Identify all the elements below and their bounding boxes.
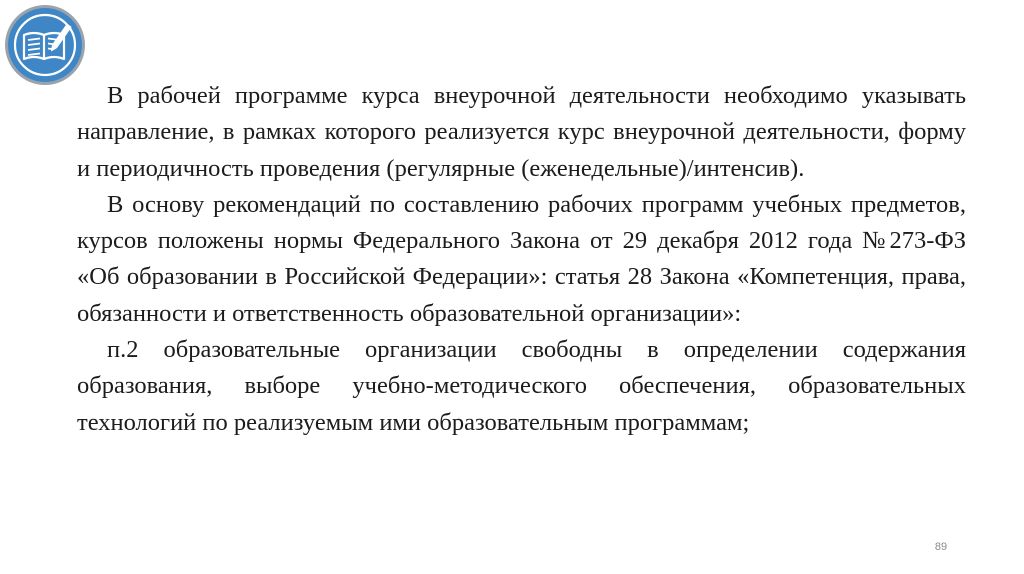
paragraph-item-2-freedom: п.2 образовательные организации свободны в определении содержания образования, выборе учебно-методического обеспечения, образовательных технологий по реализуемым ими образовательным программам; [77,336,966,436]
paragraph-federal-law-basis: В основу рекомендаций по составлению рабочих программ учебных предметов, курсов положены нормы Федерального Закона от 29 декабря 2012 года №273-ФЗ «Об образовании в Российской Федерации»: статья 28 Закона «Компетенция, права, обязанности и ответственность образовательной организации»: [77,190,966,327]
slide-text [77,78,966,441]
page-number: 89 [934,541,948,553]
paragraph-program-direction: В рабочей программе курса внеурочной деятельности необходимо указывать направление, в рамках которого реализуется курс внеурочной деятельности, форму и периодичность проведения (регулярные (еженедельные)/интенсив). [77,82,966,182]
open-book-pencil-icon [4,4,86,86]
logo [4,4,86,86]
